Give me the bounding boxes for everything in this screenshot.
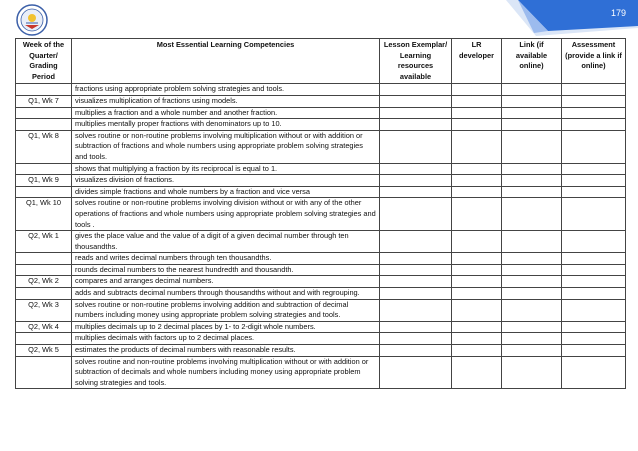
lesson-exemplar-cell (380, 84, 452, 96)
assessment-cell (562, 253, 626, 265)
lr-developer-cell (452, 288, 502, 300)
lesson-exemplar-cell (380, 345, 452, 357)
table-row (16, 333, 626, 345)
competency-cell: solves routine or non-routine problems involving addition and subtraction of decimal numbers including money using appropriate problem solving strategies and tools. (72, 299, 380, 321)
link-cell (502, 198, 562, 231)
lesson-exemplar-cell (380, 175, 452, 187)
assessment-cell (562, 231, 626, 253)
lesson-exemplar-cell (380, 333, 452, 345)
column-header-lesson-exemplar: Lesson Exemplar/ Learning resources available (380, 39, 452, 84)
assessment-cell (562, 84, 626, 96)
column-header-link: Link (if available online) (502, 39, 562, 84)
link-cell (502, 276, 562, 288)
table-row (16, 130, 626, 163)
column-header-week: Week of the Quarter/ Grading Period (16, 39, 72, 84)
competency-cell: solves routine and non-routine problems involving multiplication without or with addition or subtraction of decimals and whole numbers including money using appropriate problem solving strategies and tools. (72, 356, 380, 389)
competency-cell: solves routine or non-routine problems involving multiplication without or with addition or subtraction of fractions and whole numbers using appropriate problem solving strategies and tools. (72, 130, 380, 163)
lr-developer-cell (452, 163, 502, 175)
link-cell (502, 186, 562, 198)
link-cell (502, 163, 562, 175)
competency-cell: reads and writes decimal numbers through ten thousandths. (72, 253, 380, 265)
table-body (16, 84, 626, 389)
table-header-row (16, 39, 626, 84)
link-cell (502, 253, 562, 265)
lesson-exemplar-cell (380, 119, 452, 131)
table-row (16, 95, 626, 107)
competency-cell: gives the place value and the value of a digit of a given decimal number through ten thousandths. (72, 231, 380, 253)
table-row (16, 299, 626, 321)
competency-cell: rounds decimal numbers to the nearest hundredth and thousandth. (72, 264, 380, 276)
lesson-exemplar-cell (380, 356, 452, 389)
lesson-exemplar-cell (380, 186, 452, 198)
week-cell: Q2, Wk 5 (16, 345, 72, 357)
week-cell (16, 264, 72, 276)
link-cell (502, 231, 562, 253)
lr-developer-cell (452, 198, 502, 231)
lr-developer-cell (452, 95, 502, 107)
competency-cell: visualizes division of fractions. (72, 175, 380, 187)
lesson-exemplar-cell (380, 130, 452, 163)
competency-cell: multiplies mentally proper fractions with denominators up to 10. (72, 119, 380, 131)
link-cell (502, 299, 562, 321)
lesson-exemplar-cell (380, 299, 452, 321)
table-row (16, 186, 626, 198)
table-row (16, 107, 626, 119)
assessment-cell (562, 288, 626, 300)
competency-cell: multiplies decimals up to 2 decimal places by 1- to 2-digit whole numbers. (72, 321, 380, 333)
lesson-exemplar-cell (380, 321, 452, 333)
link-cell (502, 130, 562, 163)
week-cell: Q2, Wk 1 (16, 231, 72, 253)
link-cell (502, 119, 562, 131)
week-cell: Q1, Wk 10 (16, 198, 72, 231)
lr-developer-cell (452, 107, 502, 119)
week-cell (16, 186, 72, 198)
competency-cell: multiplies decimals with factors up to 2 decimal places. (72, 333, 380, 345)
table-row (16, 356, 626, 389)
assessment-cell (562, 163, 626, 175)
table-row (16, 198, 626, 231)
lr-developer-cell (452, 333, 502, 345)
lesson-exemplar-cell (380, 264, 452, 276)
table-row (16, 288, 626, 300)
competency-cell: fractions using appropriate problem solving strategies and tools. (72, 84, 380, 96)
link-cell (502, 264, 562, 276)
lr-developer-cell (452, 84, 502, 96)
lesson-exemplar-cell (380, 253, 452, 265)
lr-developer-cell (452, 276, 502, 288)
lr-developer-cell (452, 345, 502, 357)
lr-developer-cell (452, 299, 502, 321)
competency-cell: compares and arranges decimal numbers. (72, 276, 380, 288)
assessment-cell (562, 321, 626, 333)
assessment-cell (562, 107, 626, 119)
assessment-cell (562, 276, 626, 288)
assessment-cell (562, 186, 626, 198)
assessment-cell (562, 333, 626, 345)
week-cell: Q2, Wk 2 (16, 276, 72, 288)
assessment-cell (562, 119, 626, 131)
assessment-cell (562, 264, 626, 276)
lr-developer-cell (452, 356, 502, 389)
lr-developer-cell (452, 175, 502, 187)
week-cell (16, 119, 72, 131)
lesson-exemplar-cell (380, 288, 452, 300)
week-cell: Q1, Wk 8 (16, 130, 72, 163)
link-cell (502, 356, 562, 389)
lr-developer-cell (452, 321, 502, 333)
column-header-lr-developer: LR developer (452, 39, 502, 84)
week-cell: Q1, Wk 9 (16, 175, 72, 187)
lesson-exemplar-cell (380, 198, 452, 231)
competency-cell: visualizes multiplication of fractions using models. (72, 95, 380, 107)
week-cell: Q1, Wk 7 (16, 95, 72, 107)
assessment-cell (562, 345, 626, 357)
lr-developer-cell (452, 119, 502, 131)
week-cell (16, 253, 72, 265)
lr-developer-cell (452, 264, 502, 276)
deped-seal-icon (16, 4, 48, 36)
week-cell: Q2, Wk 3 (16, 299, 72, 321)
link-cell (502, 345, 562, 357)
competency-cell: estimates the products of decimal numbers with reasonable results. (72, 345, 380, 357)
table-row (16, 276, 626, 288)
column-header-assessment: Assessment (provide a link if online) (562, 39, 626, 84)
week-cell (16, 356, 72, 389)
competencies-table (15, 38, 626, 389)
link-cell (502, 333, 562, 345)
competency-cell: solves routine or non-routine problems involving division without or with any of the other operations of fractions and whole numbers using appropriate problem solving strategies and tools . (72, 198, 380, 231)
lesson-exemplar-cell (380, 276, 452, 288)
assessment-cell (562, 299, 626, 321)
header-banner (478, 0, 638, 36)
week-cell: Q2, Wk 4 (16, 321, 72, 333)
assessment-cell (562, 175, 626, 187)
link-cell (502, 321, 562, 333)
table-row (16, 264, 626, 276)
table-row (16, 84, 626, 96)
assessment-cell (562, 95, 626, 107)
week-cell (16, 84, 72, 96)
link-cell (502, 95, 562, 107)
column-header-competencies: Most Essential Learning Competencies (72, 39, 380, 84)
competency-cell: shows that multiplying a fraction by its reciprocal is equal to 1. (72, 163, 380, 175)
assessment-cell (562, 198, 626, 231)
table-row (16, 231, 626, 253)
competency-cell: divides simple fractions and whole numbers by a fraction and vice versa (72, 186, 380, 198)
table-row (16, 163, 626, 175)
lr-developer-cell (452, 231, 502, 253)
week-cell (16, 333, 72, 345)
competency-cell: adds and subtracts decimal numbers through thousandths without and with regrouping. (72, 288, 380, 300)
assessment-cell (562, 356, 626, 389)
lesson-exemplar-cell (380, 107, 452, 119)
lesson-exemplar-cell (380, 163, 452, 175)
page-number: 179 (610, 8, 626, 18)
assessment-cell (562, 130, 626, 163)
competency-cell: multiplies a fraction and a whole number and another fraction. (72, 107, 380, 119)
lesson-exemplar-cell (380, 95, 452, 107)
lesson-exemplar-cell (380, 231, 452, 253)
link-cell (502, 107, 562, 119)
table-row (16, 119, 626, 131)
week-cell (16, 107, 72, 119)
lr-developer-cell (452, 253, 502, 265)
table-row (16, 321, 626, 333)
table-row (16, 345, 626, 357)
link-cell (502, 288, 562, 300)
lr-developer-cell (452, 186, 502, 198)
link-cell (502, 175, 562, 187)
lr-developer-cell (452, 130, 502, 163)
table-row (16, 175, 626, 187)
link-cell (502, 84, 562, 96)
week-cell (16, 163, 72, 175)
week-cell (16, 288, 72, 300)
table-row (16, 253, 626, 265)
